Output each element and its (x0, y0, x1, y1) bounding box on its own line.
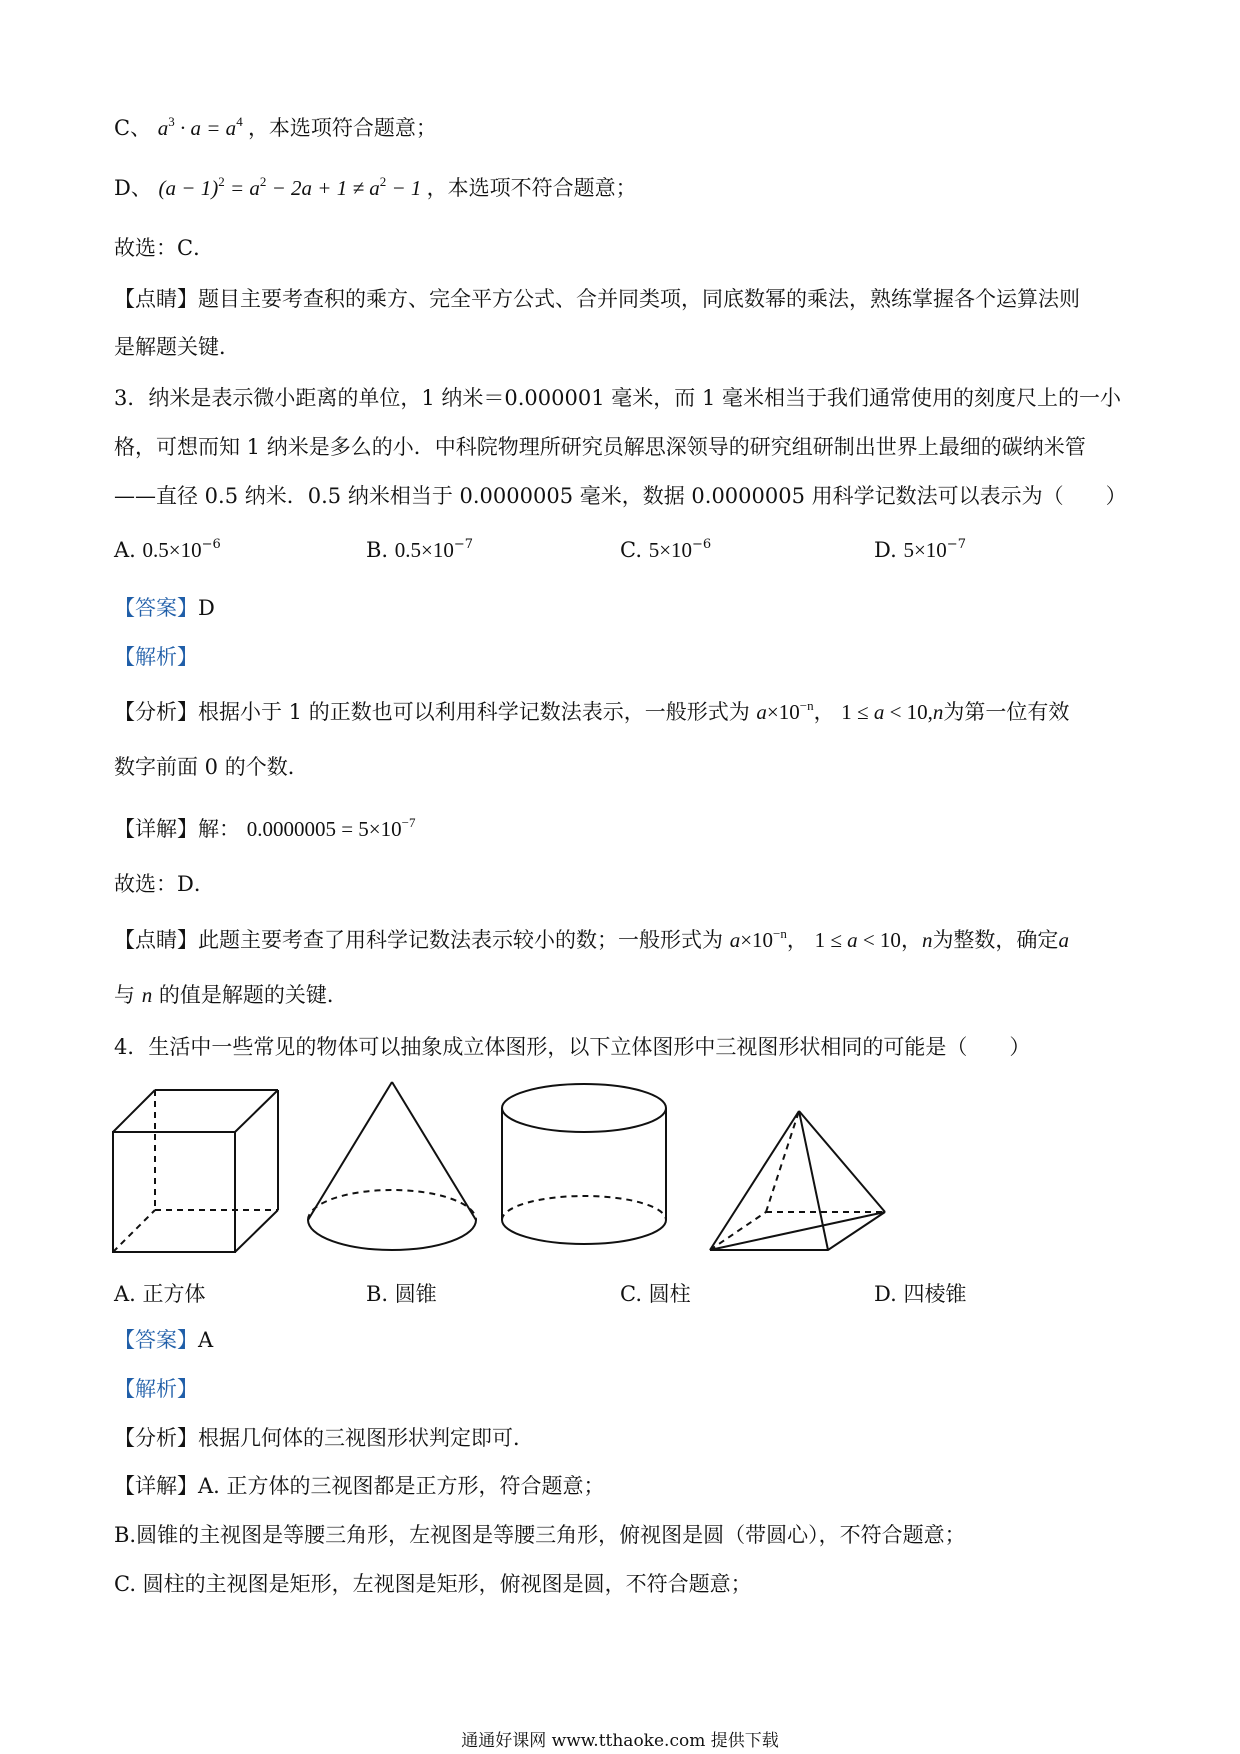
question-3-line-1: 3．纳米是表示微小距离的单位，1 纳米＝0.000001 毫米，而 1 毫米相当于我们通常使用的刻度尺上的一小 (114, 386, 1121, 410)
summary-1-cont: 是解题关键． (114, 335, 240, 359)
choice-c: 故选：C． (114, 236, 215, 260)
option-c-line: C、 $a^3 \cdot a = a^4$ ，本选项符合题意； (114, 114, 437, 140)
q4-option-a: A. 正方体 (114, 1282, 206, 1306)
summary-3: 【点睛】此题主要考查了用科学记数法表示较小的数；一般形式为 $a\times 10^{-n}$， 1 ≤ a < 10，n为整数，确定a (114, 926, 1069, 952)
q3-option-d: D. $5\times 10^{-7}$ (874, 537, 966, 562)
q3-option-c: C. $5\times 10^{-6}$ (620, 537, 712, 562)
cube-figure (110, 1090, 285, 1260)
question-3-line-3: ——直径 0.5 纳米．0.5 纳米相当于 0.0000005 毫米，数据 0.0000005 用科学记数法可以表示为（ ） (114, 484, 1127, 508)
analysis-4: 【分析】根据几何体的三视图形状判定即可． (114, 1426, 534, 1450)
q4-option-c: C. 圆柱 (620, 1282, 691, 1306)
page-footer: 通通好课网 www.tthaoke.com 提供下载 (461, 1731, 779, 1751)
analysis-3: 【分析】根据小于 1 的正数也可以利用科学记数法表示，一般形式为 $a\times 10^{-n}$， 1 ≤ a < 10,n为第一位有效 (114, 698, 1070, 724)
analysis-4-heading: 【解析】 (114, 1377, 198, 1401)
q4-option-b: B. 圆锥 (366, 1282, 437, 1306)
c-expression: $a^3 \cdot a = a^4$ (157, 114, 243, 140)
d-expression: $(a - 1)^2 = a^2 - 2a + 1 \ne a^2 - 1$ (158, 174, 422, 200)
cone-figure (305, 1080, 480, 1260)
answer-3: 【答案】D (114, 596, 215, 620)
summary-1: 【点睛】题目主要考查积的乘方、完全平方公式、合并同类项，同底数幂的乘法，熟练掌握各个运算法则 (114, 287, 1080, 311)
detail-4-c: C. 圆柱的主视图是矩形，左视图是矩形，俯视图是圆，不符合题意； (114, 1572, 752, 1596)
analysis-3-cont: 数字前面 0 的个数． (114, 755, 309, 779)
choice-d: 故选：D． (114, 872, 215, 896)
answer-4: 【答案】A (114, 1328, 214, 1352)
question-3-line-2: 格，可想而知 1 纳米是多么的小．中科院物理所研究员解思深领导的研究组研制出世界上最细的碳纳米管 (114, 435, 1086, 459)
q3-option-a: A. $0.5\times 10^{-6}$ (114, 537, 221, 562)
detail-3: 【详解】解： $0.0000005 = 5\times 10^{-7}$ (114, 815, 416, 841)
cylinder-figure (500, 1082, 675, 1260)
analysis-3-heading: 【解析】 (114, 645, 198, 669)
q3-option-b: B. $0.5\times 10^{-7}$ (366, 537, 474, 562)
option-d-line: D、 $(a - 1)^2 = a^2 - 2a + 1 \ne a^2 - 1$ ，本选项不符合题意； (114, 174, 637, 200)
summary-3-cont: 与 n 的值是解题的关键． (114, 983, 348, 1007)
detail-4: 【详解】A. 正方体的三视图都是正方形，符合题意； (114, 1474, 605, 1498)
pyramid-figure (708, 1108, 888, 1258)
question-4: 4．生活中一些常见的物体可以抽象成立体图形，以下立体图形中三视图形状相同的可能是（ ） (114, 1035, 1031, 1059)
q4-option-d: D. 四棱锥 (874, 1282, 967, 1306)
detail-4-b: B.圆锥的主视图是等腰三角形，左视图是等腰三角形，俯视图是圆（带圆心），不符合题意； (114, 1523, 966, 1547)
